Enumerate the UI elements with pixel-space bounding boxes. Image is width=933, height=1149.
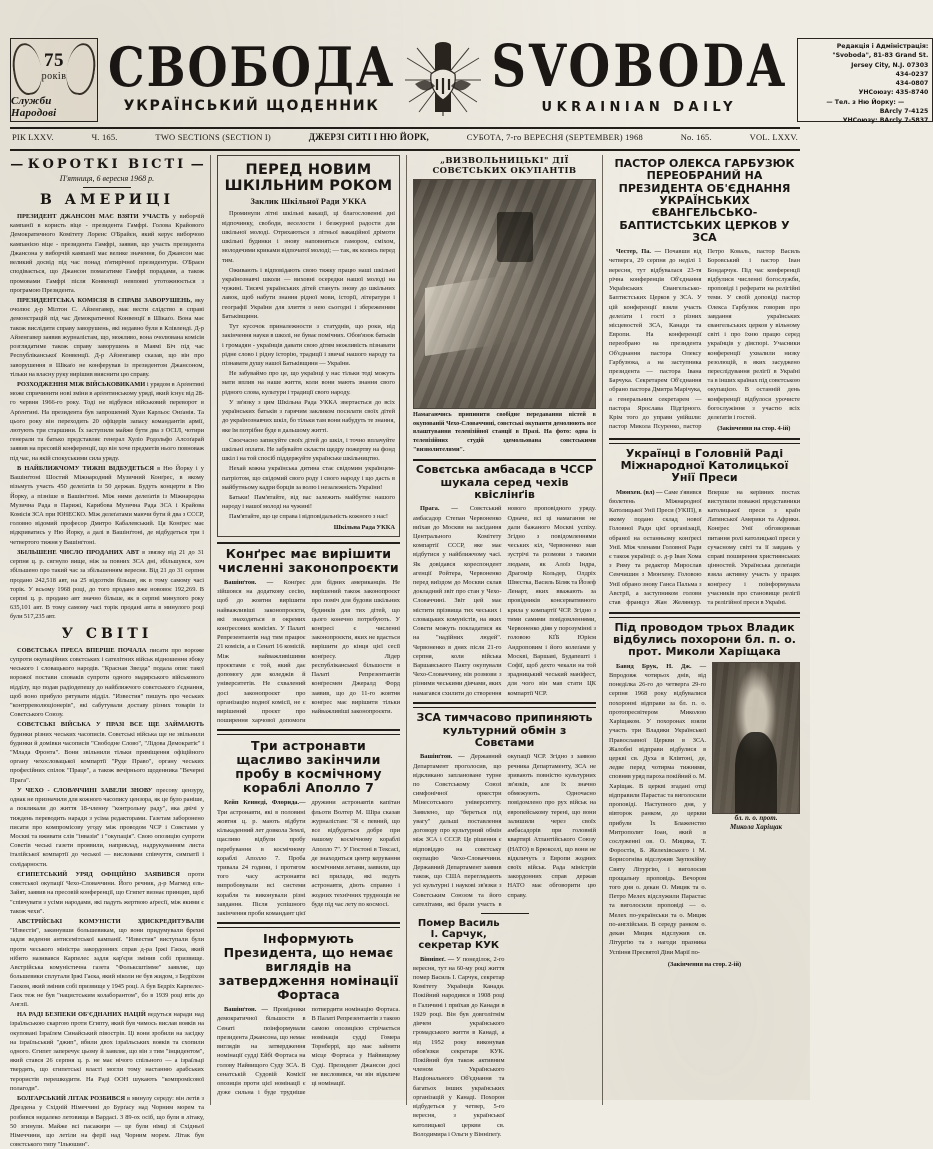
headline-congress: Конґрес має вирішити численні законопроєкти (218, 545, 399, 575)
column-school-congress (210, 155, 400, 1105)
dateline-date: СУБОТА, 7-го ВЕРЕСНЯ (SEPTEMBER) 1968 (466, 131, 643, 142)
brief-lead: В НАЙБЛИЖЧОМУ ТИЖНІ ВІДБУДЕТЬСЯ (17, 464, 154, 472)
contact-phone-unsoyuz: УНСоюзу: 435-8740 (858, 89, 929, 97)
brief-lead: ПРЕЗИДЕНТ ДЖАНСОН МАЄ ВЗЯТИ УЧАСТЬ (17, 213, 170, 220)
cultural-dateline: Вашінґтон. — (420, 753, 465, 761)
masthead-title-en: SVOBODA (491, 33, 788, 102)
embassy-dateline: Прага. — (420, 505, 458, 513)
title-english (487, 33, 791, 122)
brief-item: ПРЕЗИДЕНТ ДЖАНСОН МАЄ ВЗЯТИ УЧАСТЬ у виборчій кампанії в користь віце - президента Гамфрі. Голова Крайового Демократичного Комітету Лоренс О'Брайєн, який керує виборчою кампанією віце - президента Гамфрі, заявив, що участь президента Джансона у виборчій кампанії має велике значення, бо Джансон має великий досвід під час понад п'ятирічної президентури. О'Браєн сподівається, що Джансон помагатиме Гамфрі порадами, а також промовами Гамфрі після Конвенції невповні утотожнюється з програмою Президента. (10, 213, 205, 294)
divider (217, 922, 400, 928)
photo-demolished-tv-studio (413, 179, 596, 409)
masthead-subtitle-en: UKRAINIAN DAILY (541, 99, 738, 115)
photo-caption-kharischak-line1: бл. п. о. прот. (734, 813, 778, 822)
sarchuk-dateline: Вінніпеґ. — (420, 955, 455, 963)
harbuziuk-dateline: Честер, Па. — (616, 248, 662, 256)
congress-dateline: Вашінґтон. — (224, 578, 274, 586)
dateline-bar (10, 129, 800, 144)
anniversary-motto: Служби Народові (11, 95, 57, 119)
headline-catholic-press-union: Українці в Головній Раді Міжнародної Католицької Унії Преси (620, 446, 789, 485)
baptist-conference-article (609, 158, 800, 434)
jump-line-harbuziuk[interactable]: (Закінчення на стор. 4-ій) (717, 425, 791, 433)
photo-caption-occupation: Намагаючись припинити свобідне передавання вістей в окупованій Чехо-Словаччині, совєтські окупанти демолюють все влаштування телевізійної станції в Празі. На фото: одна із телевізійних студій здемольована совєтськими "визволителями". (413, 411, 596, 453)
brief-item: РОЗХОДЖЕННЯ МІЖ ВІЙСЬКОВИКАМИ і урядом в Арґентині може спричинити нові зміни в арґентинському уряді, який існує від 28-го червня 1966-го року. Тоді не відбувся військовий переворот в Арґентині. На президента був запрошений Хуан Карльос Онґанія. Та цього року він переходить 20 офіцерів запасу командантів армії, лютують три старшини. Їх заступили майже бути два з ОСІЛ, чотири генерали та батько представляє генерал Хуліо Родольфо Алсоґарай заявив на пресовій конференції, що він хоче предметів нього повноваж під час, на якій спокуськими сила уряду. (10, 380, 204, 462)
masthead (10, 33, 929, 125)
fortas-dateline: Вашінґтон. — (224, 1006, 268, 1014)
divider (481, 913, 529, 914)
column-church-news (602, 155, 800, 1105)
dateline-vol-en: VOL. LXXV. (749, 131, 798, 142)
dateline-year-ua: РІК LXXV. (12, 131, 54, 142)
divider (217, 542, 400, 544)
brief-lead: У ЧЕХО - СЛОВАЧЧИНІ ЗАВЕЛИ ЗНОВУ (17, 786, 153, 794)
dateline-city: ДЖЕРЗІ СИТІ І НЮ ЙОРК, (308, 131, 430, 142)
brief-lead: ПРЕЗИДЕНТСЬКА КОМІСІЯ В СПРАВІ ЗАВОРУШЕНЬ, (17, 296, 192, 304)
dateline-rule (10, 149, 800, 151)
apollo-body: Кейп Кеннеді, Флорида.— Три астронавти, які в половині жовтня ц. р. мають відбути кількаденний лет довкола Землі, щасливо відбули пробу перебування в космічному кораблі Аполло 7. Проба тривала 24 години, і протягом того часу астронавти випробовували всі системи корабля та виконували різні завдання. Після успішного закінчення проби командант цієї дружини астронавтів капітан фльоти Волтер М. Шіра сказав журналістам: "Я є певний, що все відбудеться добре при нашому космічному кораблі Аполло 7". У Гюстоні в Тексасі, де знаходиться центр керування космічними летами, заявили, що всі прилади, які ведуть астронавти, діють справно і жодних технічних труднощів не буде під час лету по космосі. (217, 799, 400, 918)
contact-info-box (797, 38, 933, 125)
contact-phone-1: 434-0237 (895, 70, 929, 78)
fortas-article (217, 932, 400, 1097)
catholic-press-article (609, 448, 800, 608)
brief-item: СОВЄТСЬКІ ВІЙСЬКА У ПРАЗІ ВСЕ ЩЕ ЗАЙМАЮТЬ будинки різних чеських часописів. Совєтські війська ще не звільнили будинки й домівки часописів "Свободне Слово", "Лідова Демократіє" і "Млада Фронта". Вони звільнили тільки приміщення офіційного органу чехословацької компартії "Руде Право", органу чеських професійних спілок "Праце", а також вечірнього щоденника "Вечерні Прага". (10, 721, 204, 784)
anniversary-badge (10, 38, 98, 122)
brief-news-date: П'ятниця, 6 вересня 1968 р. (59, 174, 155, 183)
brief-item: ПРЕЗИДЕНТСЬКА КОМІСІЯ В СПРАВІ ЗАВОРУШЕНЬ, яку очолює д-р Мілтон С. Айзенгавер, має вести слідство в справі демонстрацій під час Демократичної Конвенції в Шікаґо. Вона має також вислідити справу заворушень, які недавно були в Клівленді. Д-р Айзенгавер заявив журналістам, що, можливо, вона очолювана комісія розглядатиме також справу заворушень в Маямі Біч під час Республіканської Конвенції. Д-р Айзенгавер сказав, що він про заворушення в Шікаґо не конферував із президентом Джансоном, тільки на власну руку вирішив вияснити цю справу. (10, 296, 205, 378)
brief-news-kicker: — КОРОТКІ ВІСТІ — (10, 157, 204, 172)
headline-funeral-kharischak: Під проводом трьох Владик відбулись похорони бл. п. о. прот. Миколи Харіщака (612, 620, 796, 659)
anniversary-word: років (41, 70, 67, 82)
funeral-photo-block (712, 662, 800, 958)
dateline-sections: TWO SECTIONS (SECTION I) (155, 131, 271, 142)
brief-lead: РОЗХОДЖЕННЯ МІЖ ВІЙСЬКОВИКАМИ (17, 380, 146, 388)
embassy-article (413, 464, 596, 698)
brief-lead: ЗБІЛЬШЕНЕ ЧИСЛО ПРОДАНИХ АВТ (17, 548, 140, 556)
harbuziuk-body: Честер, Па. — Почавши від четверга, 29 серпня до неділі 1 вересня, тут відбувалася 23-тя річна конференція Об'єднання Українських Євангельсько-Баптистських Церков у ЗСА. У цій конференції взяли участь делеґати і гості з різних місцевостей ЗСА, Канади та Европи. На конференції переобрано на президента Об'єднання пастора Олексу Гарбузюка, а на заступника президента — пастора Івана Барчука. Секретарем Об'єднання обрано пастора Дмитра Марічука, а генеральним секретарем — пастора Ярослава Підгірного. Крім того до управи увійшли: пастор Микола Псуренко, пастор Петро Коваль, пастор Василь Боровський і пастор Іван Бондарчук. Під час конференції відбулися численні богослужби, проповіді і реферати на релігійні теми. У своїй доповіді пастор Олекса Гарбузюк говорив про завдання українських євангельських церков у вільному світі і про їхню працю серед українців у діяспорі. Учасники конференції ухвалили низку резолюцій, в яких засуджено переслідування релігії в Україні та в інших країнах під совєтською окупацією. В останній день конференції відбулося урочисте богослужіння з участю всіх делеґатів і гостей. (Закінчення на стор. 4-ій) (609, 248, 800, 433)
brief-item: АВСТРІЙСЬКІ КОМУНІСТИ ЗДИСКРЕДИТУВАЛИ "Известія", закинувши большевикам, що вони придумували брехні задля ведення антисемітської кампанії. "Известия" виступали були проти чеського міністра закордонних справ д-ра Іржі Гаєка, який нібито називався Карпелес задля кар'єри змінив собі призвище. Австрійська комуністична газета "Фольксштімме" заявляє, що большевики сплутали Іржі Гаєка, який ніколи не був жидом, з Бедріхом Гаєком, який змінив собі призвище у 1945 році. А був Бедріх Карпелес-Гаєк теж не був "нацистським колаборантом", бо в 1939 році втік до Англії. (10, 917, 204, 1008)
photo-portrait-kharischak (712, 662, 800, 814)
contact-line-2: "Svoboda", 81-83 Grand St. (832, 52, 929, 60)
brief-item: В НАЙБЛИЖЧОМУ ТИЖНІ ВІДБУДЕТЬСЯ в Ню Йорку і у Вашінґтоні Шостий Міжнародний Музичний Конґрес, в якому візьмуть участь 450 делеґатів із 50 держав. Будуть концерти в Ню Йорку, а пізніше в Вашінґтоні. Між ними делеґатів із Міжнародна Музична Рада в Парижі, Карибова Музична Рада ЗСА і Крайова Комісія ЗСА при ЮНЕСКО. Між делеґатами маючи бути й два з СССР, головно відомий професор Дмитро Кабалевський. Ця Конґрес має відкриватись у Ню Йорку, а далі в Вашінґтоні, де відбудеться три і четвертого тижня у Вашінґтоні. (10, 464, 204, 546)
contact-line-3: Jersey City, N.J. 07303 (851, 61, 929, 69)
contact-divider-label: — Тел. з Ню Йорку: — (826, 98, 905, 106)
obituary-sarchuk-article (413, 918, 505, 1139)
brief-lead: НА РАДІ БЕЗПЕКИ ОБ'ЄДНАНИХ НАЦІЙ (17, 1011, 146, 1019)
funeral-jump-wrap (609, 960, 800, 969)
anniversary-number: 75 (43, 50, 64, 72)
headline-apollo: Три астронавти щасливо закінчили пробу в космічному кораблі Аполло 7 (235, 738, 382, 796)
section-heading-world: У СВІТІ (61, 625, 153, 642)
headline-soviet-embassy: Совєтська амбасада в ЧССР шукала серед чехів квіслінґів (415, 463, 594, 501)
section-heading-america: В АМЕРИЦІ (39, 192, 175, 208)
fortas-body: Вашінґтон. — Провідники демократичної більшости в Сенаті поінформували президента Джансона, що немає виглядів на затвердження номінації судді Ейбі Фортаса на голову Найвищого Суду ЗСА. В сенатській Судовій Комісії опозиція проти цієї номінації є дуже сильна і буде трудніше потвердити номінацію Фортаса. В Палаті Репрезентантів з такою самою опозицією стрічається номінація судді Гомера Торнберрі, що має зайняти місце Фортаса у Найвищому Суді. Президент Джансон досі не висловився, чи він відкличе ці номінації. (217, 1006, 400, 1097)
school-year-signature: Шкільна Рада УККА (333, 523, 395, 531)
congress-article (217, 547, 400, 726)
cultural-exchange-article (413, 712, 596, 909)
headline-fortas: Інформують Президента, що немає виглядів на затвердження номінації Фортаса (218, 931, 399, 1003)
school-year-article (217, 155, 400, 537)
embassy-body: Прага. — Совєтський амбасадор Степан Червоненко виїхав до Москви на засідання Центрального Комітету компартії СССР, яке має відбутися у найближчому часі. Як довідався кореспондент агенції Ройтера, Червоненко перед виїздом до Москви склав докладний звіт про стан у Чехо-Словаччині. Звіт цей має містити прізвища тих чеських і словацьких комуністів, на яких Совєти можуть покладатися як на "надійних людей". Червоненко в днях після 21-го серпня, коли війська Варшавського Пакту окупували Чехо-Словаччину, вів розмови з різними чеськими діячами, яких намагався схилити до створення нового проповідного уряду. Одначе, всі ці намагання не дали бажаного Москві успіху. Згідно з повідомленнями чеських кіл, Червоненко мав зустрічі та розмови з такими людьми, як Алоїз Індра, Драгомір Кольдер, Олдріх Швестка, Василь Біляк та Йозеф Ленарт, яких вважають за провідників консервативного крила у компартії ЧСР. Згідно з тими самими повідомленнями, Червоненко діяв у порозумінні з головою КҐБ Юрієм Андроповим і його колеґами у Москві, Варшаві, Будапешті і Софії, щоб дехто чекали на той зрадницький чеський маніфест, для чого він мав стати ЦК компартії ЧСР. (413, 505, 596, 697)
funeral-dateline: Бавнд Брук, Н. Дж. — (616, 662, 707, 670)
brief-lead: ЄГИПЕТСЬКИЙ УРЯД ОФІЦІЙНО ЗАЯВИВСЯ (17, 870, 180, 878)
trident-emblem-icon (399, 38, 487, 122)
column-soviet-news (406, 155, 596, 1138)
america-items-body (10, 212, 204, 622)
wreath-icon (11, 41, 97, 93)
contact-phone-ny-1: BArcly 7-4125 (879, 108, 929, 116)
headline-school-year: ПЕРЕД НОВИМ ШКІЛЬНИМ РОКОМ (224, 162, 393, 195)
contact-phone-ny-2: УНСоюзу: BArcly 7-5837 (842, 117, 929, 125)
headline-sarchuk-obituary: Помер Василь І. Сарчук, секретар КУК (417, 918, 500, 952)
brief-item: У ЧЕХО - СЛОВАЧЧИНІ ЗАВЕЛИ ЗНОВУ пресову цензуру, однак не призначили для кожного часопису цензора, як це було раніше, а покликали до життя 18-членну "контрольну раду", яка двічі у тиждень переводить наради з усіма редакторами. Газетам заборонено писати про компромісову угоду між проводом ЧСР і Совєтами у Москві та вживати слів "інвазія" і "окупація". Свою опозицію супроти Совєтів чеські газети проявили, наприклад, надрукуванням листа італійської компартії до чеської — висловами співчуття, симпатії і солідарности. (10, 786, 204, 868)
brief-item: ЗБІЛЬШЕНЕ ЧИСЛО ПРОДАНИХ АВТ в звязку від 21 до 31 серпня ц. р. сягнуло вище, ніж за повних ЗСА дні, збільшувся, хоч збільшено про такий час за збільшенням вересня. Від 21 до 31 серпня продано 242,518 авт, на 25 відсотків більше, як в тому самому часі торік. У всьому 1968 році, до того продано вже нововоє 192,269. В серпні ц. р. продано авт значно більше, як в серпні минулого року 635,101 авт. В тому самому часі торік продані авта в минулого році були 517,235 авт. (10, 548, 204, 621)
divider (217, 729, 400, 735)
masthead-subtitle-ua: УКРАЇНСЬКИЙ ЩОДЕННИК (123, 97, 380, 114)
catholic-press-body: Мюнхен. (вл) — Саме з'явився бюлетень Міжнародної Католицької Унії Преси (УКІП), в якому подано склад нової Головної Ради цієї організації, обраної на останньому конґресі Унії. Між членами Головної Ради є також українці: о. д-р Іван Хома з Риму та редактор Мирослав Семчишин з Мюнхену. Головою Унії обрано знову Ганса Пальма з Австрії, а заступником голови став француз Жан Желянкур. Вперше на керівних постах виступили поважні представники католицької преси з країн Латинської Америки та Африки. Конґрес Унії обговорював питання ролі католицької преси у сучасному світі та її завдань у справі поширення християнських цінностей. Українська делеґація взяла активну участь у працях конґресу і поінформувала учасників про становище релігії та релігійної преси в Україні. (609, 488, 800, 607)
headline-cultural-exchange: ЗСА тимчасово припиняють культурний обмін з Совєтами (416, 711, 593, 750)
masthead-title-ua: СВОБОДА (108, 35, 396, 100)
divider (609, 612, 800, 618)
funeral-article (609, 622, 800, 969)
brief-item: БОЛГАРСЬКИЙ ЛІТАК РОЗБИВСЯ в минулу середу: він летів з Дрездена у Східній Німеччині до Бурґасу над Чорним морем та розбився недалеко летовища в Вардасі. З 89-ох осіб, що були в літаку, 50 згинули. Майже всі пасажири — це були німці зі Східньої Німеччини, що летіли на ферії над Чорним морем. Літак був совєтського типу "Ільюшин". (10, 1095, 204, 1149)
title-ukrainian (104, 35, 399, 122)
divider (413, 702, 596, 708)
brief-lead: СОВЄТСЬКА ПРЕСА ВПЕРШЕ ПОЧАЛА (17, 646, 147, 654)
funeral-body-left: Бавнд Брук, Н. Дж. — Впродовж чотирьох днів, від понеділка 26-го до четверга 29-го серпня 1968 року відбувалися похоронні відправи за бл. п. о. протопресвітером Миколою Харіщаком. У похоронах взяли участь три Владики Української Православної Церкви в ЗСА. Жалобні відправи відбулися в церкві св. Духа в Клівтоні, де, ледве перед чотирма тижнями, сповняв уряд пароха покійний о. М. Харіщак. В церкві згадані отці відправили Парастас та виголосили проповіді. Наступного дня, у вівторок ранком, до церкви прибули Їх Блаженство Митрополит Іоан, який в сослуженні ов. О. Мицика, Т. Форостія, Б. Желехівського і М. Борисогніва відслужив Заупокійну Святу Літургію, і виголосив прощальну проповідь. Вечором того дня о. декан О. Мицик та о. Петро Мелех відслужили Парастас та виголосили проповіді — о. Мелех по-українськи та о. Мицик по-англійськи. В середу ранком о. декан Мицик відслужив св. Літургію та з нагоди празника Успіння Пресвятої Діви Марії по- (609, 662, 707, 956)
divider (83, 187, 131, 188)
subhead-school-year: Заклик Шкільної Ради УККА (250, 197, 367, 207)
column-grid (10, 155, 800, 1149)
apollo-dateline: Кейп Кеннеді, Флорида.— (224, 799, 306, 807)
brief-item: ЄГИПЕТСЬКИЙ УРЯД ОФІЦІЙНО ЗАЯВИВСЯ проти совєтської окупації Чехо-Словаччини. Його речник, д-р Магмед ель-Зайят, заявив на пресовій конференції, що Єгипет визнає принцип, щоб "співчувати з усіми народами, які падуть жертвою аґресії, між якими є також чехи". (10, 870, 204, 915)
brief-lead: СОВЄТСЬКІ ВІЙСЬКА У ПРАЗІ ВСЕ ЩЕ ЗАЙМАЮТЬ (17, 721, 204, 729)
brief-lead: БОЛГАРСЬКИЙ ЛІТАК РОЗБИВСЯ (17, 1095, 126, 1103)
dateline-issue-ua: Ч. 165. (91, 131, 118, 142)
apollo-article (217, 739, 400, 918)
photo-headline-occupation: „ВИЗВОЛЬНИЦЬКІ" ДІЇ СОВЄТСЬКИХ ОКУПАНТІВ (432, 156, 577, 176)
brief-lead: АВСТРІЙСЬКІ КОМУНІСТИ ЗДИСКРЕДИТУВАЛИ (17, 917, 204, 925)
world-items-body (10, 646, 204, 1149)
brief-item: НА РАДІ БЕЗПЕКИ ОБ'ЄДНАНИХ НАЦІЙ ведуться наради над ізраїльською скаргою проти Єгипту, який був чимось вислав вояків на окуповані Ізраїлем Синайський півострів. Ці вони зробили на засідку на ізраїльський "джип", вбили двох ізраїльських вояків та схопили одного. Єгипет заперечує цьому й заявляє, що він з тим "інцидентом", який стався 26 серпня ц. р. не має нічого спільного — а ізраїльці твердять, що єгипетські власті могли тому настанню арабських терористів перешкодити. На Раді ООН шукають "компромісової полагоди". (10, 1011, 204, 1092)
jump-line-funeral[interactable]: (Закінчення на стор. 2-ій) (667, 960, 742, 968)
school-year-body: Проминули літні шкільні вакації, ці благословенні дні відпочинку, свободи, веселости і безжурної радости для шкільної молоді. Отряхаються з літньої вакаційної дрімоти шкільні будинки і знову наповняться гамором, сміхом, молодечими криками відпочатої молоді; — так, як колись перед тим. Оживають і відповідають свою тяжку працю наші шкільні українознавчі школи — виховні осередки нашої молоді на чужині. Тисячі українських дітей стануть знову до шкільних лавок, щоб набути знання рідної мови, історії, літератури і географії України для злиття з нею сьогодні і збереженням Батьківщини. Тут кусочок приналежности з статуднів, що роки, від закінчення науки в школі, не буває помічних. Обов'язок батьків і громадян - українців давати свою дітям можливість пізнавати рідне слово і рідну історію, традиції і звичаї нашого народу та пізнавати душу нашої Батьківщини — України. Не забуваймо про це, що українці у нас тільки тоді можуть мати вплив на наше життя, коли вони мають знання свого рідного слова, культури і традиції свого народу. У зв'язку з цим Шкільна Рада УККА звертається до всіх українських батьків з гарячим закликом посилати своїх дітей до українознавчих шкіл, бо тільки там вони набудуть те знання, яке їм потрібне буде в дальшому житті. Своєчасно записуйте своїх дітей до шкіл, і точно вплачуйте шкільні оплати. Не забувайте скласти щедру пожертву на фонд шкіл і на той спосіб піддержуйте українське шкільництво. Нехай кожна українська дитина стає свідомим українцем-патріотом, що свідомий свого роду і свого народу і що дасть в майбутньому кадри борців за волю і незалежність України! Батьки! Пам'ятайте, від вас залежить майбутнє нашого народу і нашої молоді на чужині! Пам'ятайте, що це справа і відповідальність кожного з нас! Шкільна Рада УККА (222, 210, 395, 531)
contact-phone-2: 434-0807 (895, 80, 929, 88)
column-brief-news (10, 155, 205, 1149)
cultural-exchange-body: Вашінґтон. — Державний Департамент проголосив, що відкликано заплановане турне по Совєтському Союзі симфонічної оркестри Мінесотського університету. Заявлено, що "береться під увагу" дальші поставлення договору про культурний обмін між ЗСА і СССР. Це рішення є відповіддю на совєтську окупацію Чехо-Словаччини. Державний Департамент заявив також, що США переглядають усі культурні і наукові зв'язки з Совєтським Союзом та його сателітами, які брали участь в окупації ЧСР. Згідно з заявою речника Департаменту, ЗСА не зривають повністю культурних зв'язків, але їх значно обмежують. Одночасно повідомлено про рух військ на европейському терені, що вони залишили через своїх амбасадорів при головній квартирі Атлантійського Союзу (НАТО) в Брюкселі, що вони не відкличуть з Европи жодних своїх військ. Рада міністрів закордонних справ держав НАТО має обговорити цю справу. (413, 753, 596, 908)
sarchuk-body: Вінніпеґ. — У понеділок, 2-го вересня, тут на 60-му році життя помер Василь І. Сарчук, секретар Комітету Українців Канади. Покійний народився в 1908 році в Галичині і приїхав до Канади в 1929 році. Він був довголітнім діячем українського громадського життя в Канаді, а від 1952 року виконував обов'язки секретаря КУК. Покійний був також активним членом Українського Національного Об'єднання та багатьох інших українських організацій у Канаді. Похорон відбудеться у четвер, 5-го вересня, з української католицької церкви св. Володимира і Ольги у Вінніпеґу. (413, 955, 505, 1138)
congress-body: Вашінґтон. — Конґрес зійшовся на додаткову сесію, щоб до жовтня вирішити найважливіші законопроєкти, які знаходяться в окремих конґресових комісіях. У Палаті Репрезентантів над тим працює 21 комісія, а в Сенаті 16 комісій. Між найважливішими проєктами є той, який дає допомогу для коледжів й університетів. Не схвалений досі законопроєкт про організацію водної комісії, не є вирішений проєкт про поширення харчової допомоги для бідних американців. Не вирішений також законопроєкт про поміч для будови шкільних будинків для тих дітей, що цього конечно потребують. У конґресі є численні законопроєкти, яких не вдасться вирішити до кінця цієї сесії конґресу. Лідер республіканської більшости в Палаті Репрезентантів конґресмен Джералд Форд заявив, що до 11-го жовтня конґрес має вирішити тільки найважливіші законопроєкти. (217, 578, 400, 725)
dateline-number-en: No. 165. (680, 131, 712, 142)
contact-line-1: Редакція і Адміністрація: (836, 43, 929, 50)
headline-harbuziuk: ПАСТОР ОЛЕКСА ГАРБУЗЮК ПЕРЕОБРАНИЙ НА ПРЕЗИДЕНТА ОБ'ЄДНАННЯ УКРАЇНСЬКИХ ЄВАНГЕЛЬСЬКО-БАПТИСТСЬКИХ ЦЕРКОВ У ЗСА (614, 157, 795, 244)
brief-item: СОВЄТСЬКА ПРЕСА ВПЕРШЕ ПОЧАЛА писати про вороже супроти окупаційних совєтських і сателітних військ відношення збоку чеського і словацького народів. "Красная Звезда" подала опис такої ворожої постави словаків супроти одного мадярського військового відділу, що подав радіодепешу до найближчого совєтського з'єднання, щоб воно прибуло рятувати відділ. "Известия" пишуть про чеських "контрреволюціонерів", які сабутували доставу різних товарів із Совєтського Союзу. (10, 646, 204, 719)
catholic-press-dateline: Мюнхен. (вл) — (616, 488, 663, 496)
divider (609, 438, 800, 444)
divider (413, 459, 596, 461)
photo-caption-kharischak-line2: Микола Харіщак (730, 823, 783, 832)
